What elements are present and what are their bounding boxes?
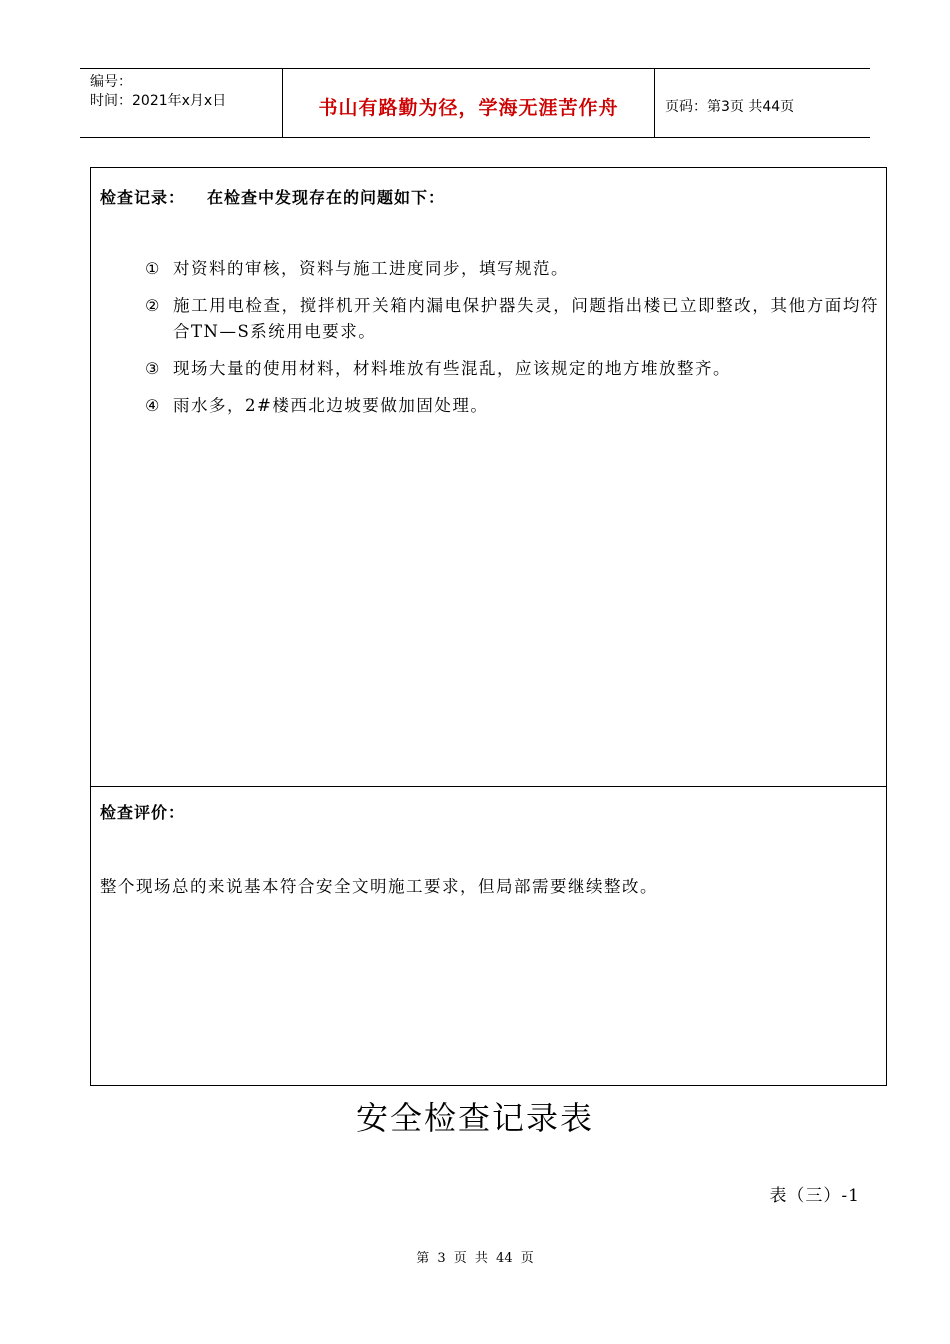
record-intro-text: 在检查中发现存在的问题如下：: [207, 188, 446, 207]
table-number: 表（三）-1: [769, 1186, 860, 1206]
item-number: ④: [145, 396, 161, 415]
item-number: ①: [145, 259, 161, 278]
evaluation-text: 整个现场总的来说基本符合安全文明施工要求，但局部需要继续整改。: [100, 877, 658, 896]
item-text: 现场大量的使用材料，材料堆放有些混乱，应该规定的地方堆放整齐。: [173, 359, 731, 378]
inspection-evaluation-section: [91, 787, 886, 1085]
inspection-record-section: [91, 168, 886, 787]
item-text: 对资料的审核，资料与施工进度同步，填写规范。: [173, 259, 569, 278]
inspection-record-label: [100, 185, 445, 208]
item-text: 施工用电检查，搅拌机开关箱内漏电保护器失灵，问题指出楼已立即整改，其他方面均符合TN—S系统用电要求。: [173, 296, 879, 341]
number-label: 编号：: [90, 74, 132, 90]
item-text: 雨水多，2#楼西北边坡要做加固处理。: [173, 396, 489, 415]
page-footer: 第 3 页 共 44 页: [416, 1251, 534, 1266]
inspection-evaluation-label: 检查评价：: [100, 803, 186, 822]
header-page-info: 页码：第3页 共44页: [665, 99, 795, 115]
list-item: [145, 293, 879, 345]
header-table: [80, 68, 870, 138]
header-motto: 书山有路勤为径，学海无涯苦作舟: [282, 69, 655, 137]
issue-list: [145, 256, 879, 430]
list-item: [145, 393, 879, 419]
time-label: 时间：2021年x月x日: [90, 93, 227, 109]
list-item: [145, 356, 879, 382]
header-left-cell: [80, 69, 282, 137]
item-number: ②: [145, 296, 161, 315]
document-title: 安全检查记录表: [355, 1099, 594, 1137]
item-number: ③: [145, 359, 161, 378]
record-box: [90, 167, 887, 1086]
record-label-text: 检查记录：: [100, 188, 186, 207]
list-item: [145, 256, 879, 282]
